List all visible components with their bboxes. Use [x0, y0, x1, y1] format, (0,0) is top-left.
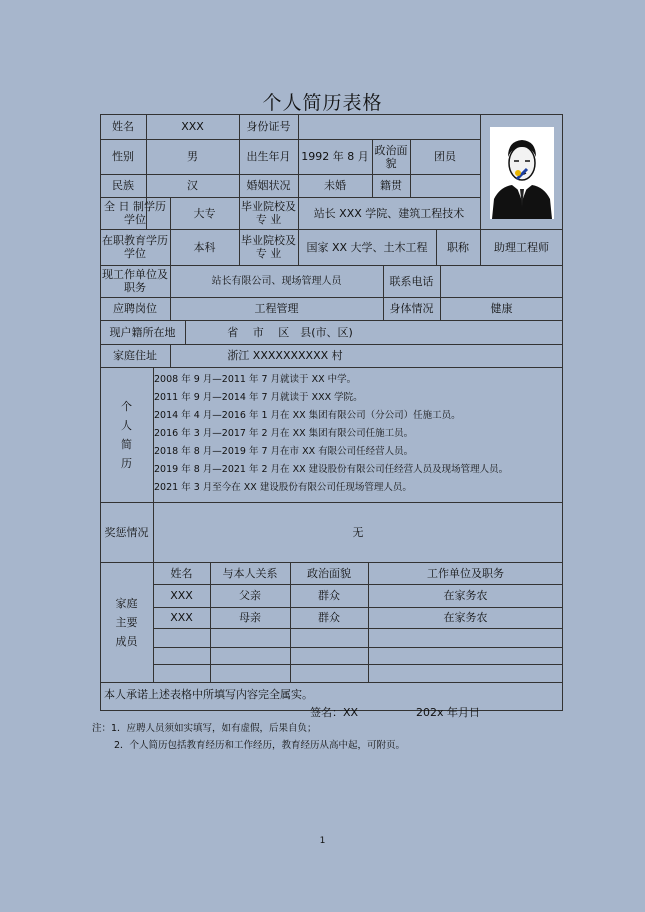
- fulltime-edu-label: 全 日 制学历学位: [104, 200, 166, 226]
- family-col-political: 政治面貌: [307, 566, 351, 580]
- family-member-relation: 母亲: [239, 611, 261, 624]
- gender-label: 性别: [112, 150, 134, 163]
- id-number-value: [298, 114, 480, 139]
- fulltime-school-label: 毕业院校及 专 业: [241, 200, 296, 226]
- family-member-political: 群众: [318, 611, 340, 624]
- title-rank-value: 助理工程师: [494, 240, 549, 254]
- ethnicity-value: 汉: [187, 179, 198, 192]
- name-value: XXX: [181, 120, 204, 133]
- current-unit-label: 现工作单位及职务: [102, 268, 168, 294]
- note-line: 2．个人简历包括教育经历和工作经历，教育经历从高中起，可附页。: [114, 740, 406, 751]
- native-place-value: [410, 174, 480, 197]
- family-member-name: XXX: [170, 589, 193, 602]
- position-label: 应聘岗位: [113, 302, 157, 315]
- id-number-label: 身份证号: [246, 120, 291, 133]
- hukou-label: 现户籍所在地: [109, 325, 176, 339]
- family-col-unit: 工作单位及职务: [427, 566, 504, 580]
- hukou-value: 省 市 区 县(市、区): [227, 325, 353, 339]
- title-rank-label: 职称: [447, 240, 469, 254]
- onjob-school-value: 国家 XX 大学、土木工程: [306, 240, 428, 254]
- onjob-edu-label: 在职教育学历学位: [102, 234, 168, 260]
- awards-label: 奖惩情况: [104, 525, 149, 539]
- fulltime-edu-value: 大专: [193, 206, 216, 220]
- position-value: 工程管理: [254, 302, 299, 315]
- resume-line: 2018 年 8 月—2019 年 7 月在市 XX 有限公司任经营人员。: [154, 446, 414, 457]
- resume-line: 2016 年 3 月—2017 年 2 月在 XX 集团有限公司任施工员。: [154, 428, 414, 439]
- sign-date: 202x 年月日: [416, 706, 481, 719]
- resume-line: 2021 年 3 月至今在 XX 建设股份有限公司任现场管理人员。: [154, 482, 412, 493]
- family-member-relation: 父亲: [239, 589, 261, 602]
- ethnicity-label: 民族: [112, 179, 134, 192]
- portrait-image: [490, 127, 554, 219]
- native-place-label: 籍贯: [380, 179, 402, 192]
- row-line: [100, 682, 563, 683]
- resume-label: 个人简历: [121, 399, 132, 470]
- gender-value: 男: [187, 150, 198, 163]
- family-col-name: 姓名: [170, 566, 193, 580]
- contact-label: 联系电话: [389, 274, 434, 288]
- awards-value: 无: [352, 525, 364, 539]
- family-member-political: 群众: [318, 589, 340, 602]
- onjob-school-label: 毕业院校及 专 业: [241, 234, 296, 260]
- pledge-text: 本人承诺上述表格中所填写内容完全属实。: [104, 688, 313, 701]
- onjob-edu-value: 本科: [193, 240, 216, 254]
- resume-line: 2014 年 4 月—2016 年 1 月在 XX 集团有限公司（分公司）任施工员。: [154, 410, 461, 421]
- fulltime-school-value: 站长 XXX 学院、建筑工程技术: [313, 206, 465, 220]
- political-value: 团员: [434, 150, 456, 163]
- row-line: [100, 367, 563, 368]
- row-line: [153, 628, 563, 629]
- family-member-unit: 在家务农: [443, 611, 488, 624]
- resume-form: [100, 114, 563, 719]
- health-label: 身体情况: [389, 302, 434, 315]
- address-value: 浙江 XXXXXXXXXX 村: [227, 349, 343, 362]
- resume-line: 2011 年 9 月—2014 年 7 月就读于 XXX 学院。: [154, 392, 363, 403]
- resume-line: 2008 年 9 月—2011 年 7 月就读于 XX 中学。: [154, 374, 357, 385]
- family-member-unit: 在家务农: [443, 589, 488, 602]
- marital-value: 未婚: [324, 179, 346, 192]
- row-line: [153, 664, 563, 665]
- note-line: 注：1．应聘人员须如实填写，如有虚假，后果自负；: [92, 723, 317, 734]
- photo: [490, 127, 554, 219]
- marital-label: 婚姻状况: [246, 179, 291, 192]
- address-label: 家庭住址: [113, 349, 157, 362]
- contact-value: [440, 265, 563, 297]
- page-number: 1: [319, 836, 326, 846]
- signature: 签名：XX: [310, 706, 359, 719]
- row-line: [153, 647, 563, 648]
- birth-label: 出生年月: [246, 150, 291, 163]
- name-label: 姓名: [112, 120, 134, 133]
- health-value: 健康: [490, 302, 513, 315]
- family-label: 家庭主要成员: [115, 596, 138, 648]
- political-label: 政治面貌: [374, 143, 408, 170]
- resume-line: 2019 年 8 月—2021 年 2 月在 XX 建设股份有限公司任经营人员及现场管理人员。: [154, 464, 509, 475]
- current-unit-value: 站长有限公司、现场管理人员: [211, 275, 342, 287]
- family-col-relation: 与本人关系: [222, 566, 278, 580]
- page-title: 个人简历表格: [262, 92, 383, 114]
- family-member-name: XXX: [170, 611, 193, 624]
- notes: [92, 720, 405, 754]
- birth-value: 1992 年 8 月: [301, 150, 369, 163]
